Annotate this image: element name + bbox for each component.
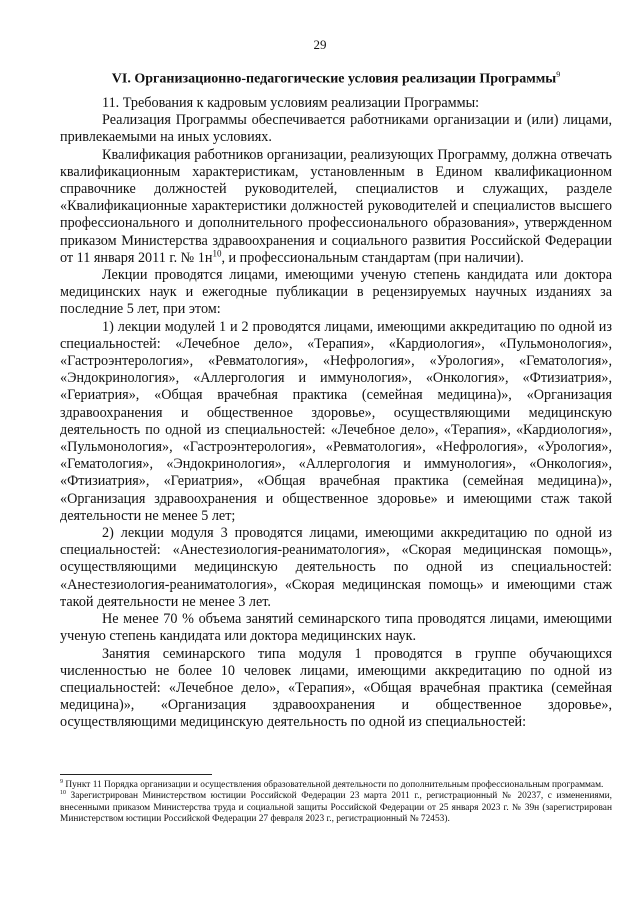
paragraph-text: , и профессиональным стандартам (при наличии). <box>221 249 524 266</box>
footnote-marker: 9 <box>60 778 63 785</box>
footnote-item <box>60 780 612 791</box>
footnote-item <box>60 791 612 825</box>
paragraph-lectures-modules-1-2: 1) лекции модулей 1 и 2 проводятся лицами, имеющими аккредитацию по одной из специальностей: «Лечебное дело», «Терапия», «Кардиология», «Пульмонология», «Гастроэнтерология», «Ревматология», «Нефрология», «Урология», «Гематология», «Эндокринология», «Аллергология и иммунология», «Онкология», «Фтизиатрия», «Гериатрия», «Общая врачебная практика (семейная медицина)», «Организация здравоохранения и общественное здоровье», осуществляющими медицинскую деятельность по одной из специальностей: «Лечебное дело», «Терапия», «Кардиология», «Пульмонология», «Гастроэнтерология», «Ревматология», «Нефрология», «Урология», «Гематология», «Эндокринология», «Аллергология и иммунология», «Онкология», «Фтизиатрия», «Гериатрия», «Общая врачебная практика (семейная медицина)», «Организация здравоохранения и общественное здоровье» и имеющими стаж такой деятельности не менее 5 лет; <box>60 318 612 524</box>
footnote-marker: 9 <box>556 70 561 79</box>
section-heading <box>60 66 612 89</box>
paragraph-lectures: Лекции проводятся лицами, имеющими ученую степень кандидата или доктора медицинских наук и ежегодные публикации в рецензируемых научных изданиях за последние 5 лет, при этом: <box>60 267 612 318</box>
footnote-divider <box>60 774 212 775</box>
footnotes <box>60 780 612 826</box>
footnote-marker: 10 <box>212 248 222 259</box>
paragraph-text: Квалификация работников организации, реализующих Программу, должна отвечать квалификационным характеристикам, установленным в Едином квалификационном справочнике должностей руководителей, специалистов и служащих, разделе «Квалификационные характеристики должностей руководителей и специалистов высшего профессионального и дополнительного профессионального образования», утвержденном приказом Министерства здравоохранения и социального развития Российской Федерации от 11 января 2011 г. № 1н <box>60 146 612 266</box>
page-number: 29 <box>313 37 327 52</box>
footnote-text: Зарегистрирован Министерством юстиции Российской Федерации 23 марта 2011 г., регистрационный № 20237, с изменениями, внесенными приказом Министерства труда и социальной защиты Российской Федерации от 25 января 2023 г. № 39н (зарегистрирован Министерством юстиции Российской Федерации 27 февраля 2023 г., регистрационный № 72453). <box>60 791 612 825</box>
paragraph-requirements: 11. Требования к кадровым условиям реализации Программы: <box>102 95 480 111</box>
section-title: VI. Организационно-педагогические условия реализации Программы <box>111 71 557 87</box>
paragraph-staffing: Реализация Программы обеспечивается работниками организации и (или) лицами, привлекаемыми на иных условиях. <box>60 112 612 146</box>
paragraph-lectures-module-3: 2) лекции модуля 3 проводятся лицами, имеющими аккредитацию по одной из специальностей: «Анестезиология-реаниматология», «Скорая медицинская помощь», осуществляющими медицинскую деятельность по одной из специальностей: «Анестезиология-реаниматология», «Скорая медицинская помощь» и имеющими стаж такой деятельности не менее 3 лет. <box>60 525 612 610</box>
paragraph-seminar-share: Не менее 70 % объема занятий семинарского типа проводятся лицами, имеющими ученую степень кандидата или доктора медицинских наук. <box>60 611 612 645</box>
footnote-text: Пункт 11 Порядка организации и осуществления образовательной деятельности по дополнительным профессиональным программам. <box>63 780 604 790</box>
body-text <box>60 95 612 732</box>
paragraph-seminar-module-1: Занятия семинарского типа модуля 1 проводятся в группе обучающихся численностью не более 10 человек лицами, имеющими аккредитацию по одной из специальностей: «Лечебное дело», «Терапия», «Общая врачебная практика (семейная медицина)», «Организация здравоохранения и общественное здоровье», осуществляющими медицинскую деятельность по одной из специальностей: <box>60 645 612 731</box>
footnote-marker: 10 <box>60 790 66 797</box>
paragraph-qualification <box>60 147 612 267</box>
